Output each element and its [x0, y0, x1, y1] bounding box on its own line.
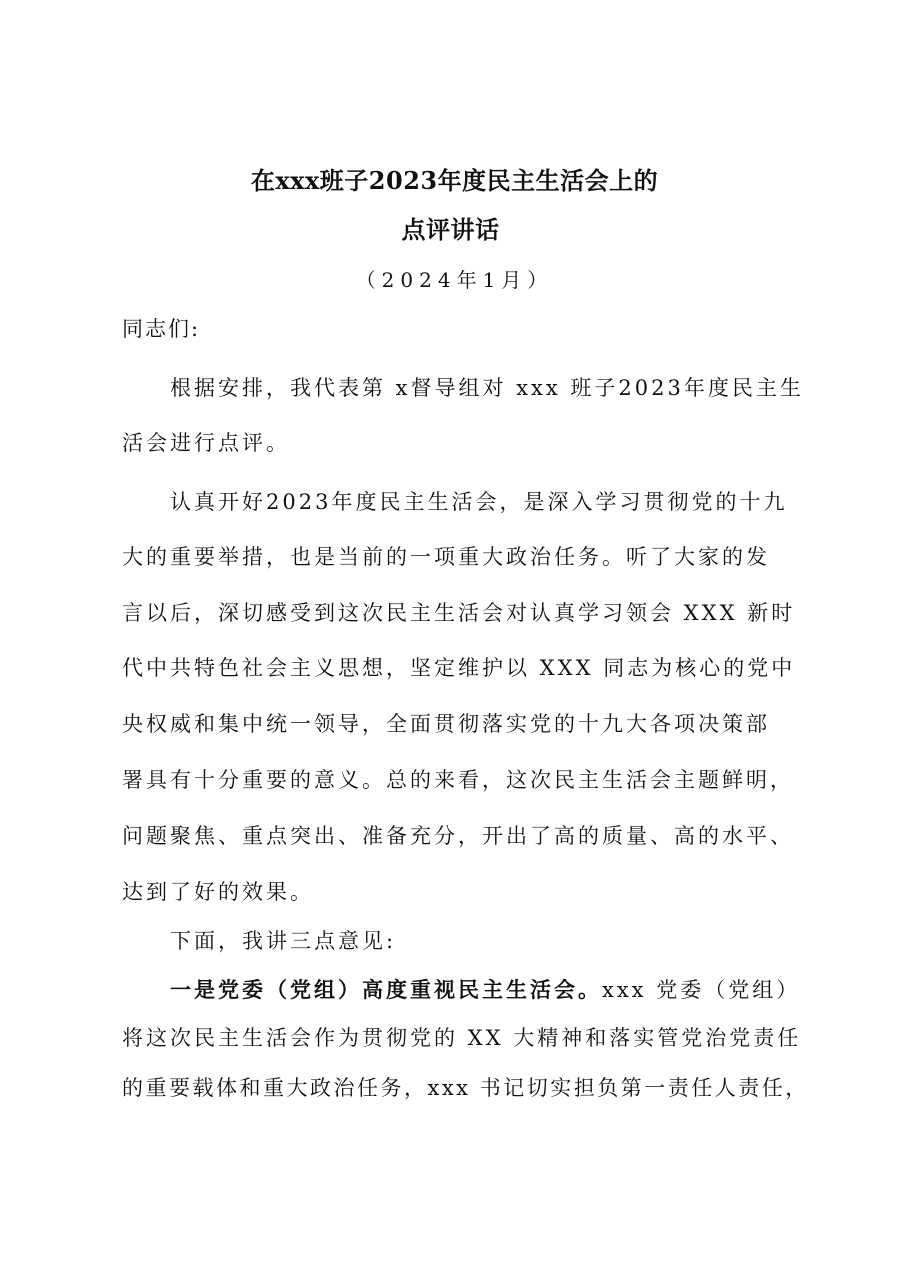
paragraph-3: 下面，我讲三点意见: [170, 929, 397, 953]
paragraph-1-line-2: 活会进行点评。 [122, 431, 290, 455]
paragraph-4-line-1 [170, 974, 800, 1006]
paragraph-4-line-2: 将这次民主生活会作为贯彻党的 XX 大精神和落实管党治党责任 [122, 1026, 802, 1050]
paragraph-2-line-8: 达到了好的效果。 [122, 880, 314, 904]
paragraph-2-line-1: 认真开好2023年度民主生活会，是深入学习贯彻党的十九 [170, 490, 788, 514]
paragraph-4-lead: 一是党委（党组）高度重视民主生活会。 [170, 977, 602, 1002]
paragraph-2-line-7: 问题聚焦、重点突出、准备充分，开出了高的质量、高的水平、 [122, 824, 794, 848]
paragraph-2-line-5: 央权威和集中统一领导，全面贯彻落实党的十九大各项决策部 [122, 712, 770, 736]
document-title-line-1: 在xxx班子2023年度民主生活会上的 [250, 166, 659, 195]
paragraph-4-line-3: 的重要载体和重大政治任务，xxx 书记切实担负第一责任人责任， [122, 1076, 809, 1100]
salutation: 同志们: [122, 317, 201, 341]
paragraph-2-line-3: 言以后，深切感受到这次民主生活会对认真学习领会 XXX 新时 [122, 601, 796, 625]
document-date: （2024年1月） [355, 268, 554, 292]
paragraph-2-line-2: 大的重要举措，也是当前的一项重大政治任务。听了大家的发 [122, 545, 770, 569]
paragraph-2-line-6: 署具有十分重要的意义。总的来看，这次民主生活会主题鲜明， [122, 768, 794, 792]
paragraph-2-line-4: 代中共特色社会主义思想，坚定维护以 XXX 同志为核心的党中 [122, 656, 796, 680]
document-title-line-2: 点评讲话 [401, 215, 500, 244]
paragraph-4-line-1-rest: xxx 党委（党组） [602, 978, 801, 1002]
paragraph-1-line-1: 根据安排，我代表第 x督导组对 xxx 班子2023年度民主生 [170, 376, 804, 400]
